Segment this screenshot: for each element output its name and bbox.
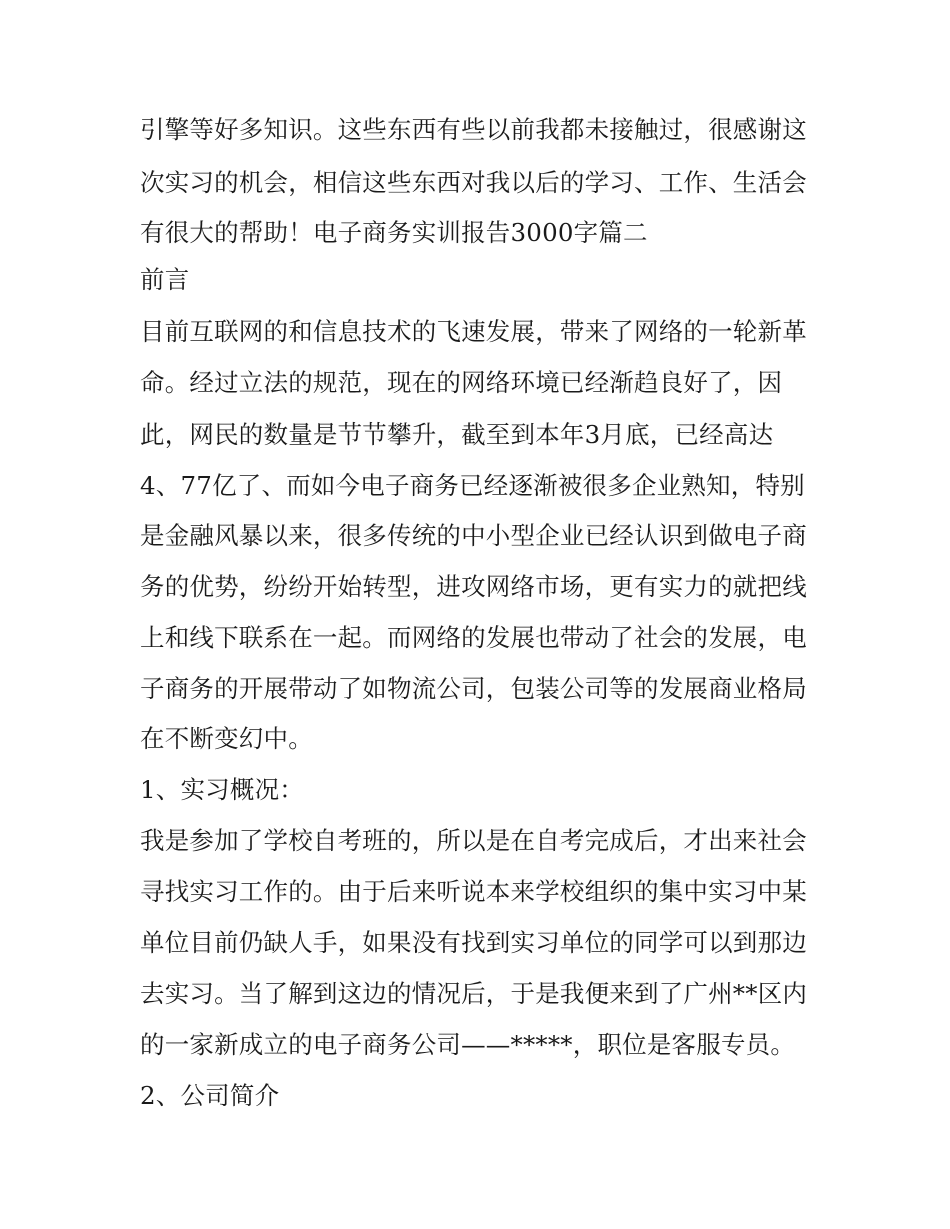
text-line: 单位目前仍缺人手，如果没有找到实习单位的同学可以到那边 xyxy=(140,928,807,957)
text-line: 有很大的帮助！电子商务实训报告3000字篇二 xyxy=(140,218,648,247)
section-heading: 1、实习概况： xyxy=(140,775,304,804)
text-line: 命。经过立法的规范，现在的网络环境已经渐趋良好了，因 xyxy=(140,368,783,397)
text-line: 的一家新成立的电子商务公司——*****，职位是客服专员。 xyxy=(140,1030,796,1059)
section-heading: 前言 xyxy=(140,265,190,294)
text-line: 务的优势，纷纷开始转型，进攻网络市场，更有实力的就把线 xyxy=(140,572,807,601)
text-line: 上和线下联系在一起。而网络的发展也带动了社会的发展，电 xyxy=(140,623,807,652)
text-line: 是金融风暴以来，很多传统的中小型企业已经认识到做电子商 xyxy=(140,521,807,550)
text-line: 在不断变幻中。 xyxy=(140,724,313,753)
section-heading: 2、公司简介 xyxy=(140,1081,280,1110)
text-line: 子商务的开展带动了如物流公司，包装公司等的发展商业格局 xyxy=(140,674,807,703)
text-line: 引擎等好多知识。这些东西有些以前我都未接触过，很感谢这 xyxy=(140,115,807,144)
text-line: 我是参加了学校自考班的，所以是在自考完成后，才出来社会 xyxy=(140,826,807,855)
text-line: 目前互联网的和信息技术的飞速发展，带来了网络的一轮新革 xyxy=(140,317,807,346)
text-line: 次实习的机会，相信这些东西对我以后的学习、工作、生活会 xyxy=(140,168,807,197)
text-line: 此，网民的数量是节节攀升，截至到本年3月底，已经高达 xyxy=(140,420,774,449)
text-line: 寻找实习工作的。由于后来听说本来学校组织的集中实习中某 xyxy=(140,877,807,906)
text-line: 4、77亿了、而如今电子商务已经逐渐被很多企业熟知，特别 xyxy=(140,471,805,500)
text-line: 去实习。当了解到这边的情况后，于是我便来到了广州**区内 xyxy=(140,979,808,1008)
